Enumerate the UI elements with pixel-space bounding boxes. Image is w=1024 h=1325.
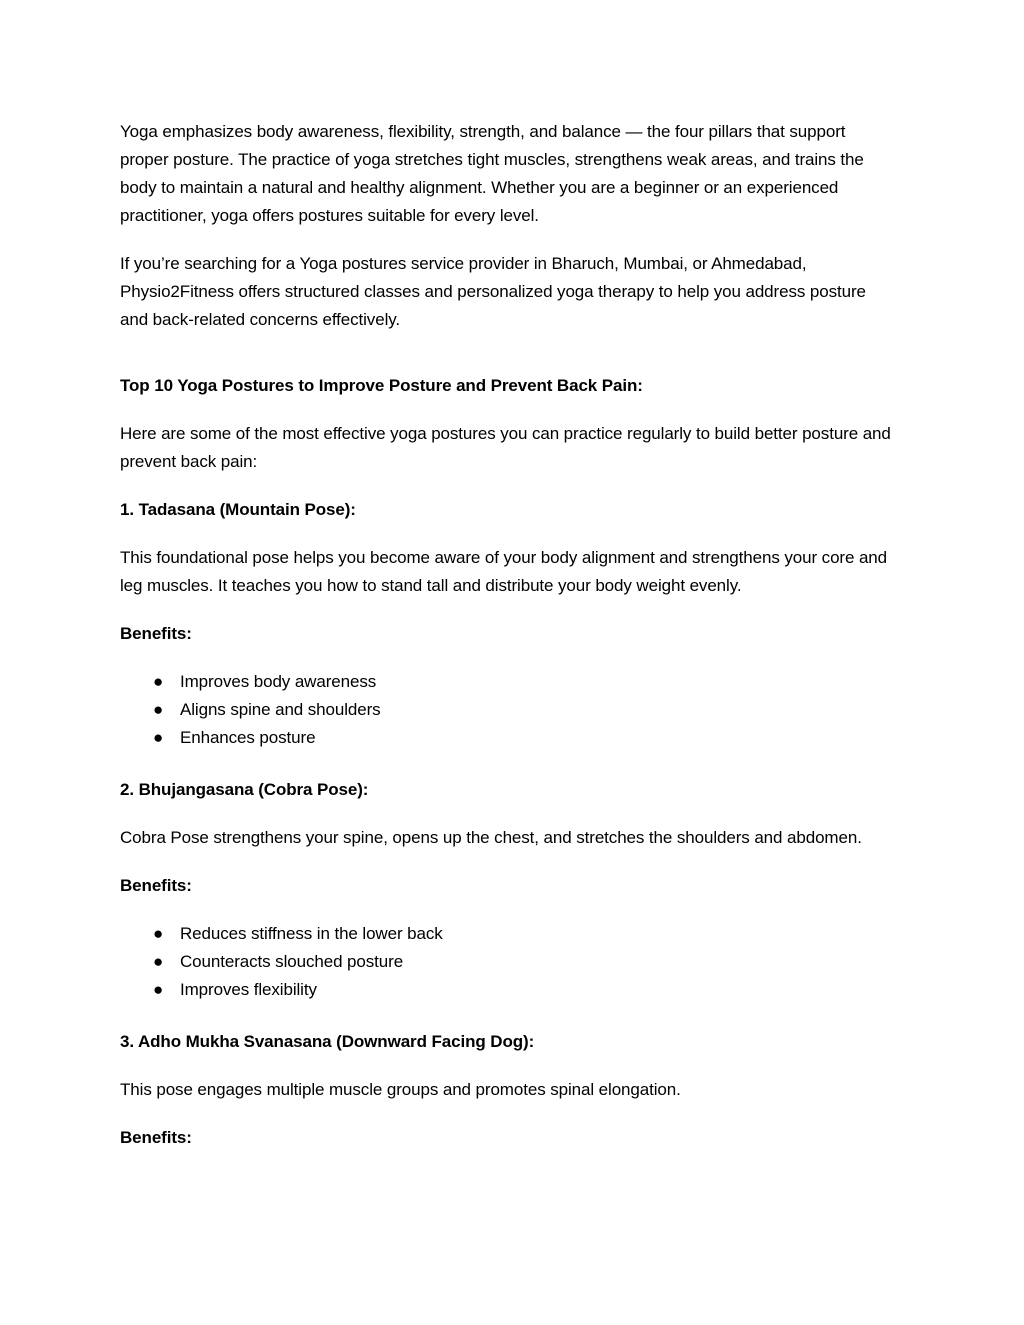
- intro-paragraph: Yoga emphasizes body awareness, flexibility, strength, and balance — the four pillars that support proper posture. The practice of yoga stretches tight muscles, strengthens weak areas, and trains the body to maintain a natural and healthy alignment. Whether you are a beginner or an experienced practitioner, yoga offers postures suitable for every level.: [120, 122, 864, 225]
- list-item: [120, 724, 895, 752]
- bullet-icon: ●: [153, 924, 164, 943]
- list-item: [120, 696, 895, 724]
- benefit-text: Enhances posture: [180, 728, 316, 747]
- benefits-label: Benefits:: [120, 624, 192, 643]
- pose-description: This pose engages multiple muscle groups and promotes spinal elongation.: [120, 1080, 681, 1099]
- list-item: [120, 948, 895, 976]
- benefit-text: Reduces stiffness in the lower back: [180, 924, 443, 943]
- benefit-text: Improves body awareness: [180, 672, 377, 691]
- benefits-label: Benefits:: [120, 876, 192, 895]
- bullet-icon: ●: [153, 980, 164, 999]
- pose-description: Cobra Pose strengthens your spine, opens up the chest, and stretches the shoulders and abdomen.: [120, 828, 862, 847]
- document-page: [120, 118, 895, 1172]
- pose-title-bhujangasana: 2. Bhujangasana (Cobra Pose):: [120, 780, 369, 799]
- bullet-icon: ●: [153, 952, 164, 971]
- benefits-list: [120, 668, 895, 752]
- pose-title-tadasana: 1. Tadasana (Mountain Pose):: [120, 500, 356, 519]
- bullet-icon: ●: [153, 728, 164, 747]
- bullet-icon: ●: [153, 700, 164, 719]
- bullet-icon: ●: [153, 672, 164, 691]
- benefits-label: Benefits:: [120, 1128, 192, 1147]
- section-heading: Top 10 Yoga Postures to Improve Posture and Prevent Back Pain:: [120, 376, 643, 395]
- benefit-text: Improves flexibility: [180, 980, 317, 999]
- provider-paragraph: If you’re searching for a Yoga postures service provider in Bharuch, Mumbai, or Ahmedabad, Physio2Fitness offers structured classes and personalized yoga therapy to help you address posture and back-related concerns effectively.: [120, 254, 866, 329]
- benefits-list: [120, 920, 895, 1004]
- list-item: [120, 668, 895, 696]
- pose-description: This foundational pose helps you become aware of your body alignment and strengthens your core and leg muscles. It teaches you how to stand tall and distribute your body weight evenly.: [120, 548, 888, 595]
- benefit-text: Counteracts slouched posture: [180, 952, 404, 971]
- list-item: [120, 920, 895, 948]
- pose-title-adho-mukha-svanasana: 3. Adho Mukha Svanasana (Downward Facing Dog):: [120, 1032, 535, 1051]
- benefit-text: Aligns spine and shoulders: [180, 700, 381, 719]
- section-intro: Here are some of the most effective yoga postures you can practice regularly to build better posture and prevent back pain:: [120, 424, 891, 471]
- list-item: [120, 976, 895, 1004]
